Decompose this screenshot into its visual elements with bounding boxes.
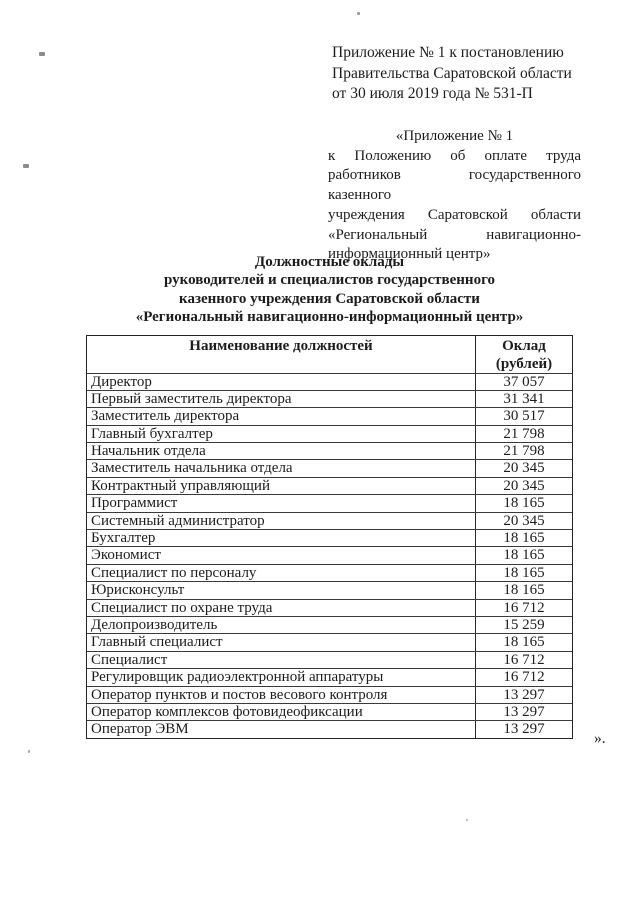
table-row — [87, 425, 572, 442]
table-row — [87, 477, 572, 494]
position-cell: Делопроизводитель — [87, 617, 476, 633]
closing-quote-mark: ». — [594, 730, 606, 747]
salary-table — [86, 335, 573, 739]
table-row — [87, 546, 572, 563]
table-row — [87, 651, 572, 668]
quoted-annex-line: информационный центр» — [328, 246, 491, 263]
scan-artifact — [466, 819, 468, 821]
quoted-annex-line: учреждения Саратовской области — [328, 206, 581, 223]
salary-column-header — [476, 336, 572, 373]
salary-cell: 21 798 — [503, 443, 545, 460]
position-cell: Системный администратор — [87, 513, 476, 529]
table-row — [87, 407, 572, 424]
document-title — [86, 253, 573, 327]
position-cell: Программист — [87, 495, 476, 511]
scan-artifact — [357, 12, 360, 15]
position-cell: Контрактный управляющий — [87, 478, 476, 494]
annex-reference-block — [332, 43, 578, 105]
salary-cell: 20 345 — [503, 477, 545, 494]
salary-cell: 13 297 — [503, 721, 545, 738]
table-row — [87, 390, 572, 407]
salary-cell: 18 165 — [503, 564, 545, 581]
position-column-header: Наименование должностей — [87, 336, 476, 373]
table-row — [87, 668, 572, 685]
table-row — [87, 599, 572, 616]
position-cell: Специалист — [87, 652, 476, 668]
salary-cell: 16 712 — [503, 651, 545, 668]
salary-cell: 31 341 — [503, 390, 545, 407]
salary-column-header-line: Оклад — [502, 338, 546, 354]
table-row — [87, 373, 572, 390]
position-cell: Главный специалист — [87, 634, 476, 650]
position-cell: Главный бухгалтер — [87, 426, 476, 442]
salary-cell: 18 165 — [503, 582, 545, 599]
quoted-annex-block — [328, 127, 581, 265]
quoted-annex-line: к Положению об оплате труда — [328, 147, 581, 164]
salary-cell: 18 165 — [503, 634, 545, 651]
position-cell: Директор — [87, 374, 476, 390]
quoted-annex-line: «Региональный навигационно- — [328, 226, 581, 243]
quoted-annex-line: «Приложение № 1 — [395, 128, 514, 144]
scan-artifact — [23, 164, 29, 168]
document-title-line: «Региональный навигационно-информационный центр» — [135, 309, 524, 326]
annex-reference-line: Приложение № 1 к постановлению — [332, 44, 564, 61]
quoted-annex-line: работников государственного казенного — [328, 167, 581, 204]
salary-cell: 13 297 — [503, 686, 545, 703]
salary-cell: 15 259 — [503, 616, 545, 633]
position-cell: Специалист по охране труда — [87, 600, 476, 616]
salary-cell: 16 712 — [503, 669, 545, 686]
table-row — [87, 686, 572, 703]
table-row — [87, 512, 572, 529]
table-row — [87, 720, 572, 737]
annex-reference-line: от 30 июля 2019 года № 531-П — [332, 85, 533, 102]
salary-cell: 18 165 — [503, 530, 545, 547]
position-cell: Экономист — [87, 547, 476, 563]
salary-cell: 18 165 — [503, 547, 545, 564]
salary-cell: 37 057 — [503, 373, 545, 390]
salary-cell: 20 345 — [503, 460, 545, 477]
position-cell: Начальник отдела — [87, 443, 476, 459]
table-row — [87, 494, 572, 511]
table-row — [87, 459, 572, 476]
salary-cell: 16 712 — [503, 599, 545, 616]
scan-artifact — [39, 52, 45, 56]
salary-cell: 18 165 — [503, 495, 545, 512]
scan-artifact — [28, 750, 30, 753]
salary-cell: 21 798 — [503, 425, 545, 442]
position-cell: Специалист по персоналу — [87, 565, 476, 581]
position-cell: Заместитель директора — [87, 408, 476, 424]
table-row — [87, 529, 572, 546]
salary-cell: 30 517 — [503, 408, 545, 425]
position-cell: Первый заместитель директора — [87, 391, 476, 407]
document-title-line: казенного учреждения Саратовской области — [179, 290, 480, 307]
salary-cell: 20 345 — [503, 512, 545, 529]
salary-table-header-row — [87, 336, 572, 373]
salary-column-header-line: (рублей) — [495, 356, 553, 373]
position-cell: Регулировщик радиоэлектронной аппаратуры — [87, 669, 476, 685]
position-cell: Бухгалтер — [87, 530, 476, 546]
table-row — [87, 564, 572, 581]
table-row — [87, 703, 572, 720]
position-cell: Оператор пунктов и постов весового контроля — [87, 687, 476, 703]
document-title-line: руководителей и специалистов государственного — [163, 272, 496, 289]
position-cell: Заместитель начальника отдела — [87, 460, 476, 476]
annex-reference-line: Правительства Саратовской области — [332, 64, 572, 82]
table-row — [87, 633, 572, 650]
position-cell: Юрисконсульт — [87, 582, 476, 598]
salary-cell: 13 297 — [503, 703, 545, 720]
position-cell: Оператор комплексов фотовидеофиксации — [87, 704, 476, 720]
document-title-line: Должностные оклады — [254, 254, 405, 270]
table-row — [87, 616, 572, 633]
position-cell: Оператор ЭВМ — [87, 721, 476, 737]
table-row — [87, 442, 572, 459]
table-row — [87, 581, 572, 598]
